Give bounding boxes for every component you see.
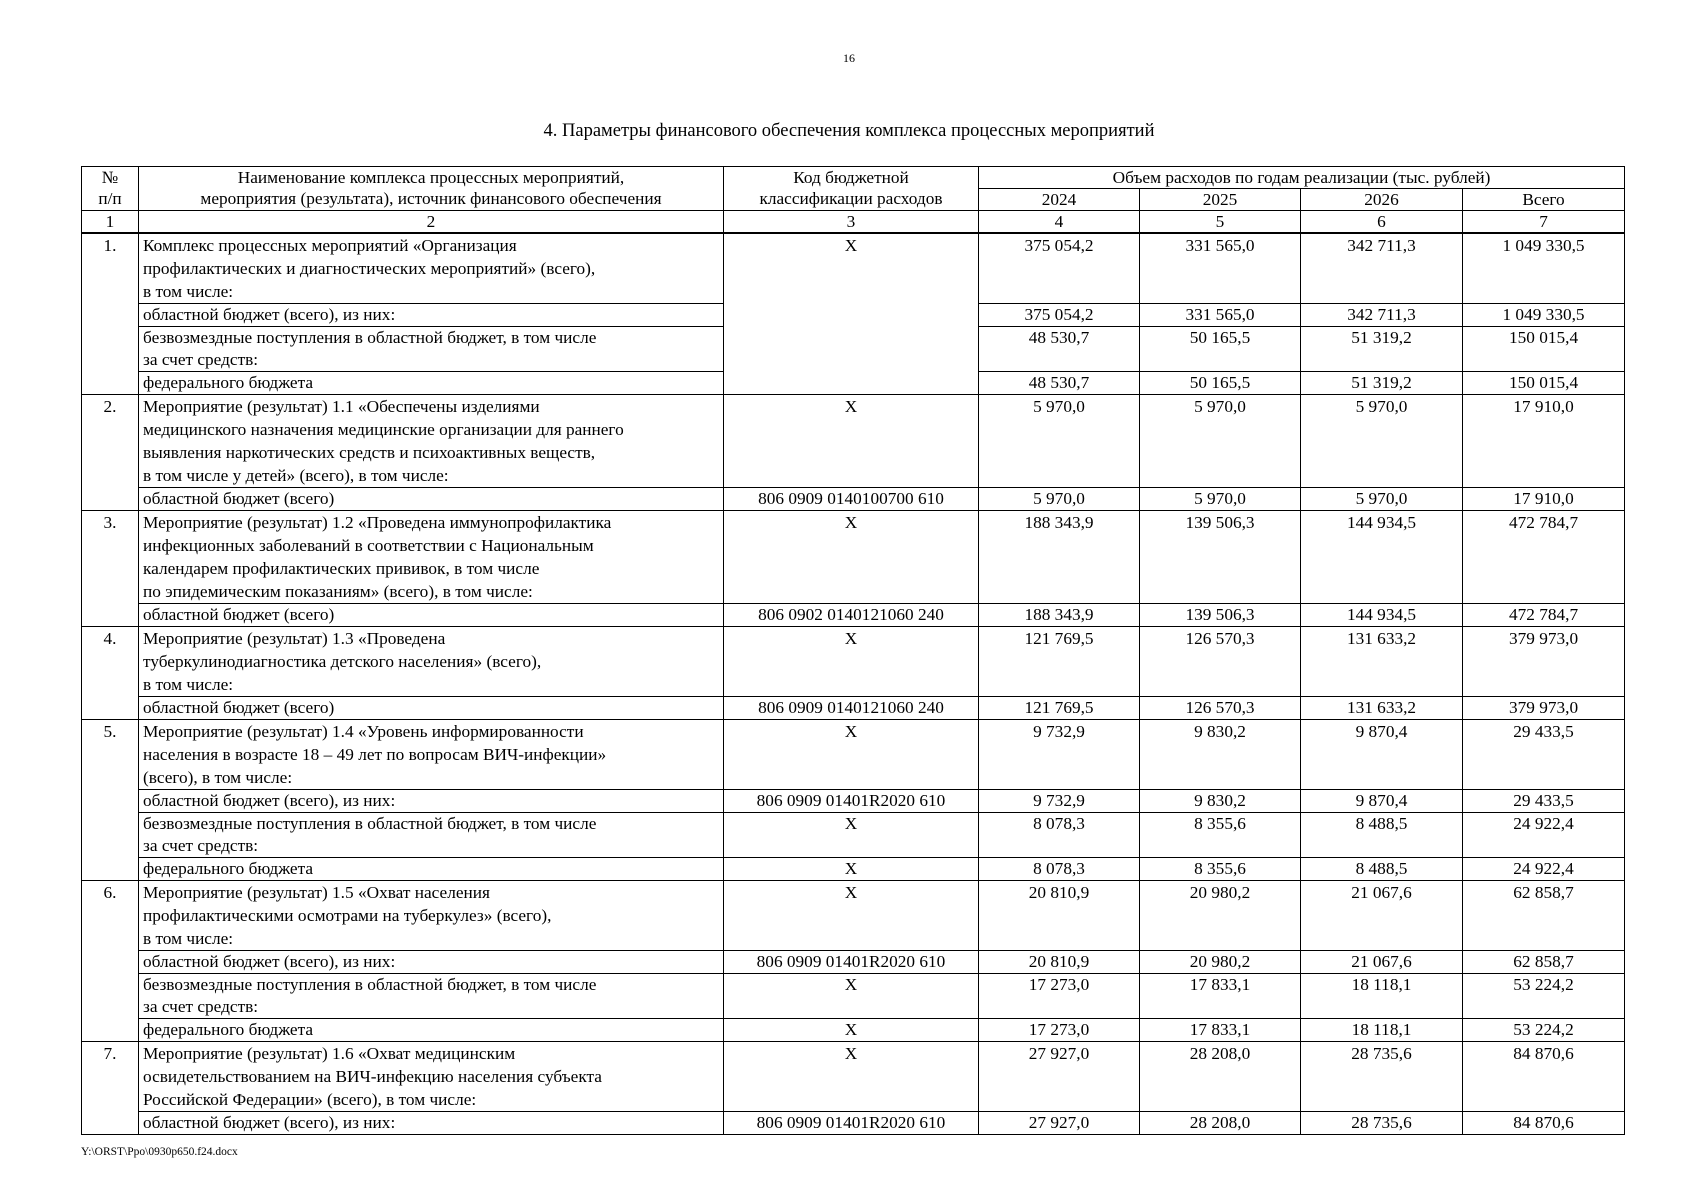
table-row: [82, 488, 1625, 511]
item-name-line: за счет средств:: [143, 997, 259, 1016]
value-2026: 28 735,6: [1301, 1042, 1463, 1112]
item-name-line: календарем профилактических прививок, в том числе: [143, 559, 540, 578]
value-2025: 20 980,2: [1140, 951, 1301, 974]
budget-code-cell: 806 0902 0140121060 240: [724, 604, 979, 627]
value-2025: 9 830,2: [1140, 720, 1301, 790]
table-header: [82, 167, 1625, 234]
value-2024: 48 530,7: [979, 372, 1140, 395]
item-name-cell: [139, 627, 724, 697]
item-name-line: федерального бюджета: [143, 1020, 314, 1039]
item-name-line: туберкулинодиагностика детского населения» (всего),: [143, 652, 542, 671]
header-name-cell: [139, 167, 724, 211]
value-2026: 342 711,3: [1301, 233, 1463, 304]
value-2024: 9 732,9: [979, 790, 1140, 813]
item-name-line: Мероприятие (результат) 1.6 «Охват медицинским: [143, 1044, 516, 1063]
item-name-line: профилактических и диагностических мероприятий» (всего),: [143, 259, 596, 278]
item-name-line: областной бюджет (всего): [143, 605, 335, 624]
table-row-group-7: [82, 1042, 1625, 1112]
header-volume-cell: Объем расходов по годам реализации (тыс. рублей): [979, 167, 1625, 189]
value-2024: 27 927,0: [979, 1042, 1140, 1112]
value-2024: 8 078,3: [979, 813, 1140, 858]
budget-code-cell: X: [724, 395, 979, 488]
header-year-2026: 2026: [1301, 189, 1463, 211]
item-name-line: Мероприятие (результат) 1.2 «Проведена иммунопрофилактика: [143, 513, 612, 532]
value-2024: 375 054,2: [979, 304, 1140, 327]
table-row: [82, 951, 1625, 974]
value-total: 379 973,0: [1463, 697, 1625, 720]
item-name-line: Российской Федерации» (всего), в том числе:: [143, 1090, 477, 1109]
value-2026: 51 319,2: [1301, 327, 1463, 372]
value-2024: 375 054,2: [979, 233, 1140, 304]
value-2026: 9 870,4: [1301, 790, 1463, 813]
item-name-cell: [139, 697, 724, 720]
item-name-line: Мероприятие (результат) 1.5 «Охват населения: [143, 883, 490, 902]
value-2024: 20 810,9: [979, 951, 1140, 974]
value-2025: 139 506,3: [1140, 511, 1301, 604]
item-name-cell: [139, 1019, 724, 1042]
value-2024: 5 970,0: [979, 488, 1140, 511]
value-2026: 5 970,0: [1301, 488, 1463, 511]
item-name-line: в том числе:: [143, 675, 234, 694]
header-code-line2: классификации расходов: [759, 189, 943, 208]
value-2025: 17 833,1: [1140, 1019, 1301, 1042]
value-2025: 5 970,0: [1140, 488, 1301, 511]
item-name-line: по эпидемическим показаниям» (всего), в том числе:: [143, 582, 533, 601]
item-name-cell: [139, 488, 724, 511]
value-2026: 9 870,4: [1301, 720, 1463, 790]
value-2026: 131 633,2: [1301, 697, 1463, 720]
budget-code-cell: X: [724, 858, 979, 881]
item-name-line: Мероприятие (результат) 1.4 «Уровень информированности: [143, 722, 584, 741]
value-2024: 20 810,9: [979, 881, 1140, 951]
budget-code-cell: 806 0909 01401R2020 610: [724, 1112, 979, 1135]
value-2026: 342 711,3: [1301, 304, 1463, 327]
value-2025: 28 208,0: [1140, 1112, 1301, 1135]
row-number: 7.: [82, 1042, 139, 1135]
page-number: 16: [843, 51, 855, 65]
item-name-line: (всего), в том числе:: [143, 768, 293, 787]
budget-code-cell: X: [724, 720, 979, 790]
value-total: 1 049 330,5: [1463, 233, 1625, 304]
budget-code-cell: X: [724, 627, 979, 697]
item-name-line: инфекционных заболеваний в соответствии с Национальным: [143, 536, 594, 555]
table-row: [82, 1019, 1625, 1042]
column-number: 7: [1463, 211, 1625, 234]
table-row: [82, 604, 1625, 627]
value-2025: 50 165,5: [1140, 327, 1301, 372]
value-2026: 51 319,2: [1301, 372, 1463, 395]
item-name-cell: [139, 858, 724, 881]
item-name-line: областной бюджет (всего), из них:: [143, 305, 396, 324]
value-total: 84 870,6: [1463, 1042, 1625, 1112]
table-row-group-1: [82, 233, 1625, 304]
value-total: 150 015,4: [1463, 327, 1625, 372]
value-2024: 9 732,9: [979, 720, 1140, 790]
table-row-group-5: [82, 720, 1625, 790]
item-name-cell: [139, 813, 724, 858]
header-num-cell: [82, 167, 139, 211]
item-name-cell: [139, 304, 724, 327]
item-name-cell: [139, 395, 724, 488]
item-name-line: выявления наркотических средств и психоактивных веществ,: [143, 443, 596, 462]
budget-code-cell: 806 0909 01401R2020 610: [724, 790, 979, 813]
table-row: [82, 974, 1625, 1019]
value-2024: 121 769,5: [979, 697, 1140, 720]
value-2025: 50 165,5: [1140, 372, 1301, 395]
row-number: 1.: [82, 233, 139, 395]
value-2026: 8 488,5: [1301, 858, 1463, 881]
table-row: [82, 813, 1625, 858]
value-2026: 21 067,6: [1301, 951, 1463, 974]
header-num-line2: п/п: [98, 189, 122, 208]
value-2024: 48 530,7: [979, 327, 1140, 372]
item-name-line: за счет средств:: [143, 836, 259, 855]
header-name-line1: Наименование комплекса процессных мероприятий,: [237, 168, 625, 187]
value-2024: 188 343,9: [979, 604, 1140, 627]
section-title: 4. Параметры финансового обеспечения комплекса процессных мероприятий: [543, 121, 1155, 141]
item-name-cell: [139, 790, 724, 813]
item-name-cell: [139, 327, 724, 372]
value-2024: 27 927,0: [979, 1112, 1140, 1135]
value-2025: 331 565,0: [1140, 304, 1301, 327]
value-2024: 121 769,5: [979, 627, 1140, 697]
column-number: 6: [1301, 211, 1463, 234]
table-row: [82, 697, 1625, 720]
item-name-line: в том числе:: [143, 929, 234, 948]
item-name-line: в том числе у детей» (всего), в том числе:: [143, 466, 449, 485]
value-2024: 17 273,0: [979, 1019, 1140, 1042]
value-2026: 5 970,0: [1301, 395, 1463, 488]
item-name-line: Мероприятие (результат) 1.1 «Обеспечены изделиями: [143, 397, 540, 416]
column-number: 4: [979, 211, 1140, 234]
table-body: [82, 233, 1625, 1135]
budget-code-cell: X: [724, 974, 979, 1019]
item-name-cell: [139, 720, 724, 790]
item-name-cell: [139, 372, 724, 395]
table-row-group-6: [82, 881, 1625, 951]
value-2025: 9 830,2: [1140, 790, 1301, 813]
value-2025: 5 970,0: [1140, 395, 1301, 488]
value-2025: 8 355,6: [1140, 813, 1301, 858]
value-total: 150 015,4: [1463, 372, 1625, 395]
column-number: 3: [724, 211, 979, 234]
value-2024: 17 273,0: [979, 974, 1140, 1019]
header-code-line1: Код бюджетной: [793, 168, 909, 187]
value-2026: 18 118,1: [1301, 974, 1463, 1019]
table-row-group-3: [82, 511, 1625, 604]
item-name-line: федерального бюджета: [143, 373, 314, 392]
value-2025: 126 570,3: [1140, 697, 1301, 720]
item-name-line: областной бюджет (всего), из них:: [143, 952, 396, 971]
value-total: 24 922,4: [1463, 858, 1625, 881]
item-name-cell: [139, 1042, 724, 1112]
budget-code-cell: X: [724, 881, 979, 951]
value-2026: 131 633,2: [1301, 627, 1463, 697]
item-name-cell: [139, 604, 724, 627]
footer-file-path: Y:\ORST\Ppo\0930p650.f24.docx: [81, 1146, 238, 1158]
value-total: 84 870,6: [1463, 1112, 1625, 1135]
value-2026: 18 118,1: [1301, 1019, 1463, 1042]
value-2026: 8 488,5: [1301, 813, 1463, 858]
table-row: [82, 858, 1625, 881]
item-name-line: Мероприятие (результат) 1.3 «Проведена: [143, 629, 446, 648]
row-number: 6.: [82, 881, 139, 1042]
item-name-line: безвозмездные поступления в областной бюджет, в том числе: [143, 814, 597, 833]
budget-code-cell: 806 0909 0140100700 610: [724, 488, 979, 511]
value-2026: 28 735,6: [1301, 1112, 1463, 1135]
item-name-line: за счет средств:: [143, 350, 259, 369]
value-2025: 126 570,3: [1140, 627, 1301, 697]
column-number: 5: [1140, 211, 1301, 234]
value-2026: 21 067,6: [1301, 881, 1463, 951]
value-2025: 17 833,1: [1140, 974, 1301, 1019]
header-total: Всего: [1463, 189, 1625, 211]
table-row-group-2: [82, 395, 1625, 488]
value-total: 24 922,4: [1463, 813, 1625, 858]
value-total: 29 433,5: [1463, 790, 1625, 813]
value-2024: 8 078,3: [979, 858, 1140, 881]
header-name-line2: мероприятия (результата), источник финансового обеспечения: [200, 189, 662, 208]
header-year-2024: 2024: [979, 189, 1140, 211]
table-row: [82, 1112, 1625, 1135]
item-name-line: в том числе:: [143, 282, 234, 301]
budget-code-cell: 806 0909 01401R2020 610: [724, 951, 979, 974]
column-number: 1: [82, 211, 139, 234]
column-number: 2: [139, 211, 724, 234]
row-number: 5.: [82, 720, 139, 881]
item-name-line: безвозмездные поступления в областной бюджет, в том числе: [143, 975, 597, 994]
value-total: 53 224,2: [1463, 1019, 1625, 1042]
value-total: 379 973,0: [1463, 627, 1625, 697]
header-code-cell: [724, 167, 979, 211]
item-name-line: областной бюджет (всего), из них:: [143, 791, 396, 810]
table-row: [82, 790, 1625, 813]
value-2026: 144 934,5: [1301, 604, 1463, 627]
item-name-cell: [139, 951, 724, 974]
item-name-line: населения в возрасте 18 – 49 лет по вопросам ВИЧ-инфекции»: [143, 745, 607, 764]
budget-code-cell: X: [724, 1042, 979, 1112]
row-number: 2.: [82, 395, 139, 511]
value-2025: 28 208,0: [1140, 1042, 1301, 1112]
value-total: 17 910,0: [1463, 488, 1625, 511]
item-name-line: освидетельствованием на ВИЧ-инфекцию населения субъекта: [143, 1067, 602, 1086]
value-2025: 20 980,2: [1140, 881, 1301, 951]
value-2024: 188 343,9: [979, 511, 1140, 604]
item-name-cell: [139, 1112, 724, 1135]
value-total: 62 858,7: [1463, 951, 1625, 974]
value-2026: 144 934,5: [1301, 511, 1463, 604]
item-name-line: медицинского назначения медицинские организации для раннего: [143, 420, 624, 439]
column-number-row: [82, 211, 1625, 234]
item-name-line: областной бюджет (всего), из них:: [143, 1113, 396, 1132]
budget-code-cell: 806 0909 0140121060 240: [724, 697, 979, 720]
value-2024: 5 970,0: [979, 395, 1140, 488]
budget-code-cell: X: [724, 511, 979, 604]
budget-code-cell: X: [724, 813, 979, 858]
item-name-cell: [139, 233, 724, 304]
item-name-line: федерального бюджета: [143, 859, 314, 878]
header-year-2025: 2025: [1140, 189, 1301, 211]
value-total: 472 784,7: [1463, 511, 1625, 604]
item-name-line: областной бюджет (всего): [143, 489, 335, 508]
value-total: 472 784,7: [1463, 604, 1625, 627]
value-total: 1 049 330,5: [1463, 304, 1625, 327]
value-total: 17 910,0: [1463, 395, 1625, 488]
item-name-cell: [139, 511, 724, 604]
budget-code-cell: X: [724, 233, 979, 395]
item-name-line: безвозмездные поступления в областной бюджет, в том числе: [143, 328, 597, 347]
row-number: 3.: [82, 511, 139, 627]
item-name-cell: [139, 881, 724, 951]
header-num-line1: №: [101, 168, 119, 187]
item-name-line: профилактическими осмотрами на туберкулез» (всего),: [143, 906, 552, 925]
budget-code-cell: X: [724, 1019, 979, 1042]
table-row-group-4: [82, 627, 1625, 697]
value-2025: 331 565,0: [1140, 233, 1301, 304]
row-number: 4.: [82, 627, 139, 720]
value-total: 29 433,5: [1463, 720, 1625, 790]
financing-table: [81, 166, 1625, 1135]
value-total: 53 224,2: [1463, 974, 1625, 1019]
value-2025: 8 355,6: [1140, 858, 1301, 881]
item-name-line: Комплекс процессных мероприятий «Организация: [143, 236, 517, 255]
item-name-line: областной бюджет (всего): [143, 698, 335, 717]
item-name-cell: [139, 974, 724, 1019]
value-total: 62 858,7: [1463, 881, 1625, 951]
value-2025: 139 506,3: [1140, 604, 1301, 627]
